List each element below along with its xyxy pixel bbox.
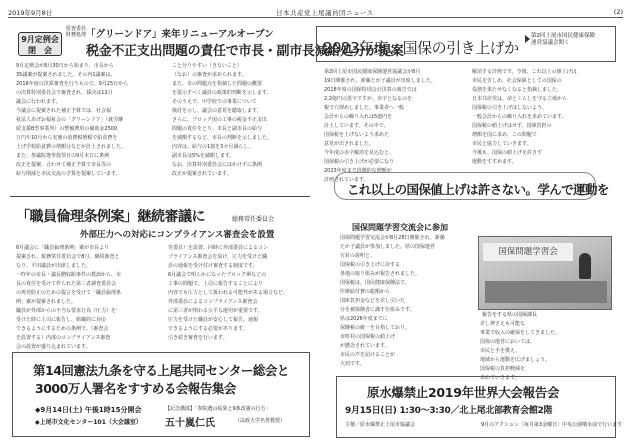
session-badge-line1: 9月定例会 xyxy=(21,35,59,44)
text-line: 意見が出されました。 xyxy=(324,141,375,147)
text-line: 国保税の引き上げに対する xyxy=(340,262,401,268)
ethics-subheadline: 外部圧力への対応にコンプライアンス審査会を設置 xyxy=(80,230,275,240)
insurance-headline-box xyxy=(316,26,616,62)
text-line: 党委員）を設置。同時に外部委員によるコン xyxy=(168,245,269,251)
text-line: 議会に行われます。 xyxy=(16,99,61,105)
text-line: を提示すべく議員の政策的判断を示します。 xyxy=(172,90,272,96)
text-line: 地域から運動を広げましょう。 xyxy=(480,357,551,363)
constitution-event-box xyxy=(12,352,310,437)
text-line: さらに、ブロック図の工事の税金不正支出 xyxy=(172,117,267,123)
ethics-article-col1 xyxy=(16,244,162,348)
text-line: 今議会に提案された補正予算では、社会福 xyxy=(16,108,112,114)
text-line: 国保税の負担軽減を xyxy=(480,366,526,372)
text-line: 外部委員によるコンプライアンス審査会 xyxy=(168,299,258,305)
page-number: (2) xyxy=(613,8,623,16)
text-line: たか子議員が参加しました。県の国保運営 xyxy=(340,244,436,250)
text-line: 国保の運営においては、 xyxy=(480,339,536,345)
text-line: の再発防止のための提言を受けて「職員倫理条 xyxy=(16,290,122,296)
text-line: 圧力を受けた職員が安心して報告、通報 xyxy=(168,317,259,323)
text-line: 方針の説明と、 xyxy=(340,253,376,259)
photo-caption: 報告をする県の国保課長 xyxy=(482,312,538,318)
text-line: 35議案が提案されました。その内1議案は、 xyxy=(16,72,116,78)
session-badge xyxy=(18,32,62,56)
text-line: 副市長は5%を減額します。 xyxy=(172,153,235,159)
session-article-col1 xyxy=(16,62,166,180)
text-line: 市民と協力していきます。 xyxy=(472,141,532,147)
insurance-headline: 2023年度、国保の引き上げか xyxy=(323,39,519,57)
session-badge-line2: 閉 会 xyxy=(28,46,52,55)
photo-sign: 国保問題学習会 xyxy=(483,243,573,261)
text-line: 2018年度の決算審査を行うもので、9月25日から xyxy=(16,81,129,87)
text-line: 今後も、国保の値上げを許さず xyxy=(472,150,543,156)
text-line: 国庫負担金などを差し引いた xyxy=(340,298,406,304)
text-line: 万円や10月から実施の消費税増税で給食費を xyxy=(16,135,118,141)
text-line: が懸念されています。 xyxy=(340,343,390,349)
text-line: に第三者が関わる公平な運用が重要です。 xyxy=(168,308,263,314)
constitution-event-date: ◆9月14日(土) 午後1時15分開会 xyxy=(35,406,142,414)
text-line: 職員が外部からの不当な要求行為（圧力）を xyxy=(16,308,117,314)
text-line: 引き続き審査を行います。 xyxy=(168,335,228,341)
session-sub-line2: 財務処理 xyxy=(66,32,87,38)
text-line: できるようにするための条例で、（審査会 xyxy=(16,326,109,332)
text-line: 国保税の引き上げが必要になり xyxy=(324,159,395,165)
text-line: 税で穴埋めしました。事業者へ一般 xyxy=(324,105,405,111)
text-line: 続支援B型事業所）の整備費用の補助金2500 xyxy=(16,126,118,132)
text-line: 例」案が提案されました。 xyxy=(16,299,77,305)
text-line: を減額するなど、市長の判断を示しました。 xyxy=(172,135,273,141)
triangle-icon xyxy=(525,35,530,43)
text-line: 市町村の国保税の値上げ xyxy=(340,334,396,340)
text-line: （なお）の審査が求められます。 xyxy=(172,72,247,78)
text-line: 国保税を上げないよう求めた xyxy=(324,132,390,138)
text-line: 第2回上尾市国民健康保険運営協議会が8月 xyxy=(324,69,421,75)
peace-event-host: 主催／原水爆禁止上尾市協議会 xyxy=(345,422,416,428)
insurance-sub-line2: 運営協議会開く xyxy=(531,40,570,46)
text-line: 2023年度まで段階的な増額が xyxy=(324,168,392,174)
ethics-article-col2 xyxy=(168,244,314,348)
text-line: 差し押さえも可能な xyxy=(480,321,526,327)
divider xyxy=(10,196,310,197)
lecturer-name: 五十嵐仁氏 xyxy=(165,418,215,429)
insurance-article-col1 xyxy=(324,68,464,186)
text-line: 会の設置が盛り込まれています。 xyxy=(16,344,91,350)
text-line: 国保税は、国民健康保険法で、 xyxy=(340,280,410,286)
text-line: 検討を示し、議会の意見を聴取します。 xyxy=(172,108,262,114)
text-line: できるようにする必要があります。 xyxy=(168,326,248,332)
paper-title: 日本共産党上尾議員団ニュース xyxy=(276,9,374,17)
text-line: 問題の責任をとり、市長と副市長の給与 xyxy=(172,126,263,132)
text-line: 19日開催され、新藤たか子議員が出席しました。 xyxy=(324,78,436,84)
text-line: 6月議会に「職員倫理条例」案が市長より xyxy=(16,245,110,251)
text-line: こと分りやすい（きないこと） xyxy=(172,63,243,69)
constitution-event-title2: 3000万人署名をすすめる会報告集会 xyxy=(35,381,236,396)
text-line: 県は2026年度までに xyxy=(340,316,388,322)
text-line: 市民を苦しめ、社会保障としての国保の xyxy=(472,78,562,84)
study-meeting-photo xyxy=(478,236,612,310)
text-line: 2.2億円の黒字ですが、赤字となるのを xyxy=(324,96,412,102)
text-line: 改正を提案、合わせて補正予算で市長等の xyxy=(16,162,112,168)
no-raise-article-col1 xyxy=(340,234,474,370)
text-line: 市民と手を携え、 xyxy=(480,348,521,354)
peace-event-title: 原水爆禁止2019年世界大会報告会 xyxy=(367,385,560,400)
session-sub-label xyxy=(66,26,86,38)
text-line: 一般会計からの繰り入れを求めています。 xyxy=(472,114,567,120)
text-line: 員の通報を受け付け審査する制度です。 xyxy=(168,263,258,269)
ethics-committee-tag: 総務常任委員会 xyxy=(232,216,275,223)
session-subheadline: 「グリーンドア」来年リニューアルオープン xyxy=(86,29,274,40)
no-raise-headline-box xyxy=(334,172,609,200)
speaker-figure xyxy=(579,253,591,279)
text-line: 2018年度の国保特別会計決算の報告では xyxy=(324,87,417,93)
text-line: 改正が提案されています。 xyxy=(172,171,232,177)
text-line: 運動をすすめます。 xyxy=(472,159,517,165)
text-line: 計画されています。 xyxy=(324,177,369,183)
no-raise-article-col2 xyxy=(480,320,616,381)
text-line: 各地の取り組みが報告されました。 xyxy=(340,271,421,277)
issue-date: 2019年9月8日 xyxy=(8,9,53,17)
text-line: そのうえで、中学校での事業について xyxy=(172,99,257,105)
session-headline: 税金不正支出問題の責任で市長・副市長減給処分が提案 xyxy=(86,44,404,59)
text-line: 給与削減と市民交流の予算を提案しています。 xyxy=(16,171,121,177)
text-line: 長の責任を受けて作られた第三者調査委員会 xyxy=(16,281,117,287)
text-line: 工事の問題で、上司に報告することにより xyxy=(168,281,263,287)
text-line: また、参議院選挙投票日の9月末日に条例 xyxy=(16,153,110,159)
insurance-article-col2 xyxy=(472,68,616,170)
session-sub-line1: 監査委員 xyxy=(66,26,87,32)
text-line: 祉法人あげお福祉会の「グリーンドア」（就労継 xyxy=(16,117,124,123)
page-header xyxy=(8,6,623,18)
text-line: 内容でも圧力として扱われる可能性がある場合など、 xyxy=(168,290,289,296)
text-line: 一昨年の市長・議長贈収賄事件の教訓から、市 xyxy=(16,272,122,278)
text-line: なお、決算特別委員会にはかけずに条例 xyxy=(172,162,263,168)
insurance-sub-label xyxy=(531,33,615,47)
text-line: 国保問題学習交流会が8月28日開催され、新藤 xyxy=(340,235,445,241)
no-raise-headline: これ以上の国保値上げは許さない。学んで運動を xyxy=(347,182,609,197)
text-line: 国保税の引き上げはしないよう、 xyxy=(472,105,548,111)
text-line: 求めていきます。 xyxy=(480,375,520,381)
lecture-label: 【記念講演】「参院選の結果と9条改憲の行方」 xyxy=(165,406,271,412)
text-line: の決算特別委員会で審査され、採決は12月 xyxy=(16,90,113,96)
text-line: プライアンス審査会を設け、圧力を受けた職 xyxy=(168,254,268,260)
insurance-sub-line1: 第2回上尾市国民健康保険 xyxy=(531,33,596,39)
lecturer-role: （法政大学名誉教授） xyxy=(235,418,286,424)
text-line: 分を被保険者に課す仕組みです。 xyxy=(340,307,415,313)
constitution-event-title1: 第14回憲法九条を守る上尾共同センター総会と xyxy=(33,363,289,378)
text-line: 計上しています。その中で、 xyxy=(324,123,389,129)
ethics-headline: 「職員倫理条例案」継続審議に xyxy=(16,209,205,225)
text-line: 日本共産党は、命とくらしを守る立場から xyxy=(472,96,568,102)
text-line: 会計からの繰り入れは5億円を xyxy=(324,114,393,120)
text-line: 大切です。 xyxy=(340,361,365,367)
text-line: 今年度の赤字解消を見込むと、 xyxy=(324,150,395,156)
text-line: 増額を国に求め、この問題で xyxy=(472,132,537,138)
peace-event-note: 9月のアクション〈毎月第3金曜日〉中央公園噴水前で行います xyxy=(481,422,623,428)
text-line: 解消する計画です。今後、これ以上の値上げは xyxy=(472,69,577,75)
session-article-col2 xyxy=(172,62,314,180)
text-line: 医療給付費の総額から xyxy=(340,289,391,295)
text-line: 6月議会で明らかになったブロック塀などの xyxy=(168,272,267,278)
peace-event-datetime: 9月15日(日) 1:30～3:30／北上尾北部教育会館2階 xyxy=(345,406,553,416)
text-line: 9月定例会が8月30日から始まり、市長から xyxy=(16,63,114,69)
text-line: 内容は、給与の1割を3カ月減らし、 xyxy=(172,144,254,150)
constitution-event-place: ◆上尾市文化センター101（大会議室） xyxy=(35,419,142,426)
text-line: 事業で収入の確保をしてきました。 xyxy=(480,330,561,336)
text-line: 市民の声を届けることが xyxy=(340,352,396,358)
peace-event-box xyxy=(336,376,623,438)
text-line: 受けた時に上司に報告し、組織的に対応 xyxy=(16,317,107,323)
text-line: 保険税の統一を目指しており、 xyxy=(340,325,411,331)
text-line: 上げ学校給食費の増額分などが計上されました。 xyxy=(16,144,127,150)
text-line: また、市の問題点を指摘した問題の概要 xyxy=(172,81,263,87)
no-raise-subheadline: 国保問題学習交流会に参加 xyxy=(352,223,448,232)
meeting-table xyxy=(485,281,607,303)
text-line: 役割を果たせなくなると指摘しました。 xyxy=(472,87,563,93)
text-line: を設置する）内部のコンプライアンス審査 xyxy=(16,335,111,341)
text-line: 提案され、総務常任委員会で8月、継続審査と xyxy=(16,254,120,260)
text-line: 国保税の値上げはせず、国庫負担の xyxy=(472,123,552,129)
text-line: なり、平田議員が出席しました。 xyxy=(16,263,92,269)
